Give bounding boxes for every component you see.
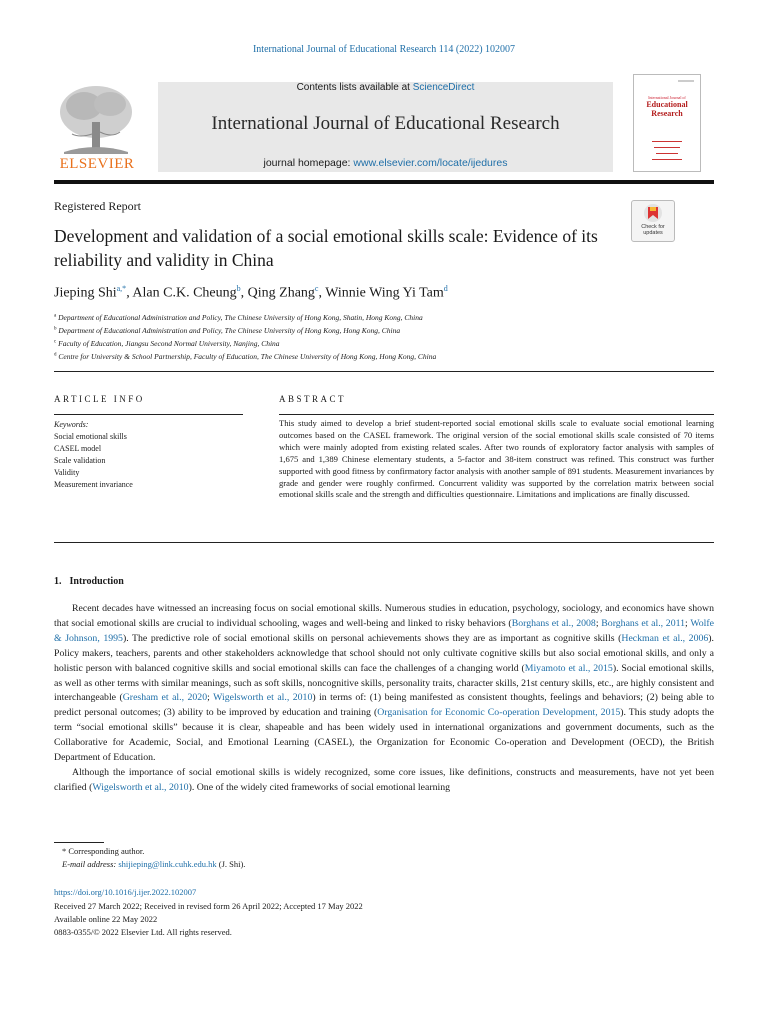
intro-body (54, 602, 714, 796)
homepage-line (158, 157, 613, 169)
sciencedirect-link[interactable]: ScienceDirect (412, 82, 475, 93)
header-divider (54, 180, 714, 184)
keyword: Scale validation (54, 456, 106, 465)
affiliation-sup: a (54, 313, 57, 319)
cover-lines (652, 137, 682, 161)
doi-link[interactable]: https://doi.org/10.1016/j.ijer.2022.102007 (54, 887, 197, 897)
journal-reference[interactable]: International Journal of Educational Research 114 (2022) 102007 (252, 44, 516, 55)
author-sup[interactable]: d (443, 284, 448, 293)
abstract-bottom-rule (54, 542, 714, 543)
intro-paragraph-2 (54, 766, 714, 796)
received-dates: Received 27 March 2022; Received in revised form 26 April 2022; Accepted 17 May 2022 (54, 901, 363, 911)
author-name[interactable]: Winnie Wing Yi Tam (325, 285, 444, 301)
email-note (62, 859, 245, 869)
available-online: Available online 22 May 2022 (54, 914, 158, 924)
cover-small-title: International Journal of (648, 95, 686, 100)
cover-top-strip (638, 79, 696, 87)
affiliation (54, 339, 280, 348)
homepage-prefix: journal homepage: (263, 157, 354, 169)
article-info-heading: ARTICLE INFO (54, 394, 145, 404)
section-number: 1. (54, 576, 62, 587)
affiliation (54, 326, 400, 335)
paragraph-text: Although the importance of social emotional skills is widely recognized, some core issues, like definitions, constructs and measurements, have not yet been clarified ( (54, 766, 714, 793)
paragraph-text: ). The predictive role of social emotional skills on personal achievements shows they are as important as cognitive skills ( (122, 632, 622, 644)
citation-link[interactable]: Heckman et al., 2006 (621, 632, 709, 644)
affiliation-text: Faculty of Education, Jiangsu Second Normal University, Nanjing, China (58, 339, 280, 348)
abstract-rule (279, 414, 714, 415)
affiliation (54, 352, 436, 361)
citation-link[interactable]: Borghans et al., 2008 (511, 617, 596, 629)
paragraph-text: ). One of the widely cited frameworks of social emotional learning (188, 781, 450, 793)
citation-link[interactable]: Organisation for Economic Co-operation Development, 2015 (377, 707, 621, 719)
bookmark-icon (648, 207, 658, 219)
contents-line (158, 82, 613, 93)
citation-link[interactable]: Wigelsworth et al., 2010 (92, 781, 189, 793)
author-sup[interactable]: a,* (116, 284, 127, 293)
affiliation (54, 313, 423, 322)
paragraph-text: ; (595, 617, 602, 629)
author-list: Jieping Shi$^{a,*}$, Alan C.K. Cheung$^b$, Qing Zhang$^c$, Winnie Wing Yi Tam$^d$ (54, 284, 448, 301)
email-label: E-mail address: (62, 859, 119, 869)
affiliation-text: Department of Educational Administration and Policy, The Chinese University of Hong Kong, Shatin, Hong Kong, China (58, 313, 423, 322)
journal-title: International Journal of Educational Research (211, 113, 560, 134)
journal-homepage-link[interactable]: www.elsevier.com/locate/ijedures (353, 157, 508, 169)
section-heading (54, 576, 124, 587)
author-name[interactable]: Alan C.K. Cheung (132, 285, 237, 301)
email-link[interactable]: shijieping@link.cuhk.edu.hk (118, 859, 217, 869)
paragraph-text: Recent decades have witnessed an increasing focus on social emotional skills. Numerous studies in education, psychology, sociology, and economics have shown that social emotional skills are crucial to individual schooling, wages and well-being and linked to risky behaviors ( (54, 603, 714, 629)
author-name[interactable]: Jieping Shi (54, 285, 117, 301)
check-for-updates-label: Check for updates (641, 224, 665, 236)
keyword: Validity (54, 468, 80, 477)
author-sup[interactable]: c (314, 284, 319, 293)
section-title: Introduction (69, 576, 124, 587)
affiliation-text: Centre for University & School Partnership, Faculty of Education, The Chinese University of Hong Kong, Hong Kong, China (58, 352, 437, 361)
affiliation-sup: c (54, 339, 57, 345)
copyright: 0883-0355/© 2022 Elsevier Ltd. All rights reserved. (54, 927, 232, 937)
author-sup[interactable]: b (236, 284, 241, 293)
citation-link[interactable]: Wigelsworth et al., 2010 (213, 692, 313, 704)
keyword: CASEL model (54, 444, 102, 453)
footnote-rule (54, 842, 104, 843)
paper-title: Development and validation of a social emotional skills scale: Evidence of its reliability and validity in China (54, 226, 598, 270)
journal-cover-thumbnail[interactable] (633, 74, 701, 172)
keyword: Measurement invariance (54, 480, 133, 489)
check-for-updates-button[interactable] (631, 200, 675, 242)
paragraph-text: ; (685, 617, 691, 629)
keywords-label: Keywords: (54, 420, 89, 429)
keyword: Social emotional skills (54, 432, 127, 441)
affiliation-sup: b (54, 326, 57, 332)
paragraph-text: ). Social emotional skills, as well as other terms with similar meanings, such as soft skills, noncognitive skills, personality traits, character skills, 21st century skills, etc., are highly consistent and interchangeable ( (54, 662, 714, 704)
elsevier-wordmark: ELSEVIER (59, 156, 135, 172)
contents-prefix: Contents lists available at (296, 82, 413, 93)
citation-link[interactable]: Miyamoto et al., 2015 (524, 662, 613, 674)
paragraph-text: ) in terms of: (1) being manifested as consistent thoughts, feelings and behaviors; (2) being able to predict personal outcomes; (3) ability to be improved by education and training ( (54, 692, 714, 719)
corresponding-author-note: * Corresponding author. (62, 846, 145, 856)
paragraph-text: ). Policy makers, teachers, parents and other stakeholders acknowledge that school should not only cultivate cognitive skills but also social emotional skills, and only a holistic person with balanced cognitive skills and social emotional skills can face the challenges of a changing world ( (54, 632, 714, 674)
info-top-rule (54, 371, 714, 372)
citation-link[interactable]: Wolfe & Johnson, 1995 (54, 617, 715, 644)
intro-paragraph-1 (54, 602, 714, 766)
article-type: Registered Report (54, 199, 141, 213)
cover-journal-name: Educational Research (646, 100, 688, 118)
abstract-text: This study aimed to develop a brief student-reported social emotional skills scale to evaluate social emotional learning outcomes based on the CASEL framework. The original version of the social emotional skills scale consisted of 70 items which were mainly adopted from existing related scales. After two rounds of exploratory factor analysis with samples of 1,675 and 1,389 Chinese elementary students, a 5-factor and 38-item construct was refined. This construct was further supported with good fitness by confirmatory factor analysis with another sample of 891 students. Measurement invariances by grade and gender were roughly confirmed. Concurrent validity was supported by the correlation matrix between social emotional skills scale and the strength and difficulties questionnaire. Limitations and implications are finally discussed. (279, 418, 714, 500)
info-rule (54, 414, 243, 415)
paragraph-text: ). This study adopts the term “social emotional skills” because it is clear, shapeable and has been widely used in international organizations and government documents, such as the Collaborative for Academic, Social, and Emotional Learning (CASEL), the Organization for Economic Co-operation and Development (OECD), the British Department of Education. (54, 707, 714, 764)
email-suffix: (J. Shi). (216, 859, 246, 869)
citation-link[interactable]: Borghans et al., 2011 (601, 617, 686, 629)
author-name[interactable]: Qing Zhang (247, 285, 315, 301)
citation-link[interactable]: Gresham et al., 2020 (122, 692, 208, 704)
abstract-heading: ABSTRACT (279, 394, 347, 404)
affiliation-sup: d (54, 352, 57, 358)
paragraph-text: ; (207, 692, 214, 704)
affiliation-text: Department of Educational Administration and Policy, The Chinese University of Hong Kong, Hong Kong, China (58, 326, 401, 335)
